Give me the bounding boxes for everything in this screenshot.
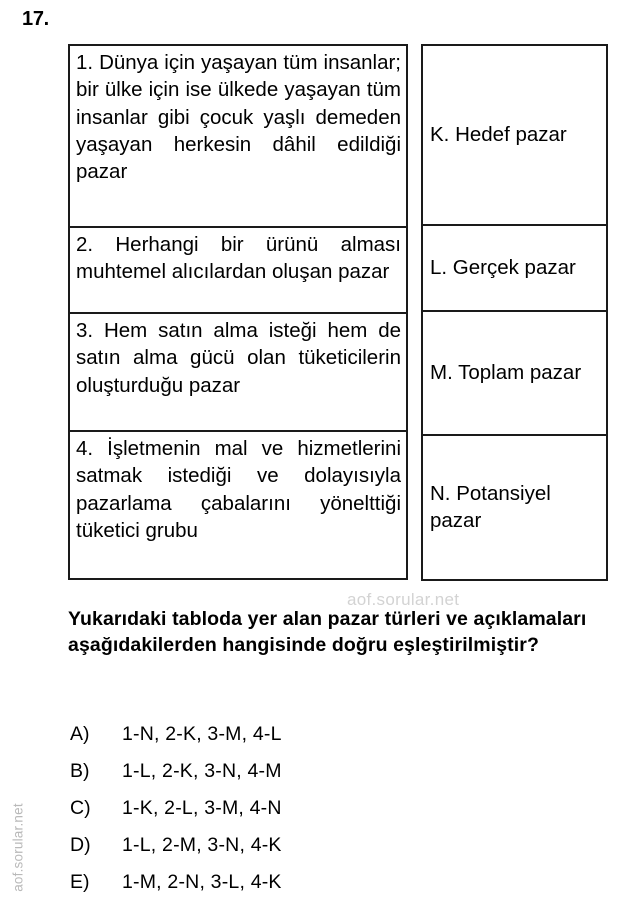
answer-options: [70, 716, 470, 901]
term-cell-4: N. Potansiyel pazar: [430, 481, 551, 532]
option-a-letter: A): [70, 723, 90, 745]
watermark-center: aof.sorular.net: [347, 590, 460, 609]
option-e-letter: E): [70, 871, 90, 893]
option-b[interactable]: [70, 753, 470, 790]
definition-cell-1: 1. Dünya için yaşayan tüm insanlar; bir ülke için ise ülkede yaşayan tüm insanlar gibi çocuk yaşlı demeden yaşayan herkesin dâhil edildiği pazar: [70, 46, 406, 228]
option-d-text: 1-L, 2-M, 3-N, 4-K: [122, 834, 282, 856]
option-b-text: 1-L, 2-K, 3-N, 4-M: [122, 760, 282, 782]
definitions-table: [68, 44, 408, 580]
term-cell-1: K. Hedef pazar: [423, 46, 606, 226]
option-b-letter: B): [70, 760, 90, 782]
option-e-text: 1-M, 2-N, 3-L, 4-K: [122, 871, 282, 893]
option-c-letter: C): [70, 797, 91, 819]
question-prompt: Yukarıdaki tabloda yer alan pazar türleri ve açıklamaları aşağıdakilerden hangisinde doğru eşleştirilmiştir?: [68, 608, 587, 656]
option-c[interactable]: [70, 790, 470, 827]
option-d-letter: D): [70, 834, 91, 856]
terms-table: [421, 44, 608, 581]
option-a[interactable]: [70, 716, 470, 753]
option-a-text: 1-N, 2-K, 3-M, 4-L: [122, 723, 282, 745]
term-cell-3: M. Toplam pazar: [423, 312, 606, 436]
definition-cell-3: 3. Hem satın alma isteği hem de satın alma gücü olan tüketicilerin oluşturduğu pazar: [70, 314, 406, 432]
term-cell-2: L. Gerçek pazar: [423, 226, 606, 312]
option-e[interactable]: [70, 864, 470, 901]
watermark-side: aof.sorular.net: [10, 803, 26, 892]
definition-cell-4: 4. İşletmenin mal ve hizmetlerini satmak istediği ve dolayısıyla pazarlama çabalarını yönelttiği tüketici grubu: [76, 437, 401, 542]
definition-cell-2: 2. Herhangi bir ürünü alması muhtemel alıcılardan oluşan pazar: [70, 228, 406, 314]
option-d[interactable]: [70, 827, 470, 864]
option-c-text: 1-K, 2-L, 3-M, 4-N: [122, 797, 282, 819]
question-number: 17.: [22, 8, 49, 30]
